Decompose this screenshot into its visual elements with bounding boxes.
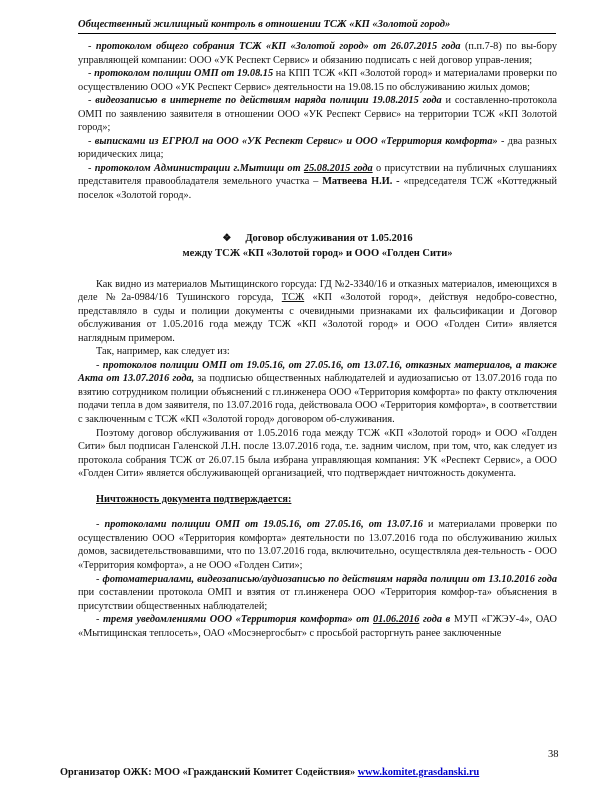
paragraph-text: за подписью общественных наблюдателей и аудиозаписью от 13.07.2016 года по взятию сотрудником полиции объяснений с гл.инженера ООО «Территория комфорта» по факту отключения подачи тепла в дом заявителя, по 13.07.2016 года, действовала ООО «Территория комфорта», в соответствии с заключенным с ТСЖ «КП «Золотой город» договором об-служивания.	[78, 373, 557, 426]
list-item-emphasis: года в	[419, 614, 451, 626]
list-dash: -	[96, 519, 105, 531]
paragraph	[78, 359, 557, 427]
list-dash: -	[96, 614, 104, 626]
list-item-text: на КПП ТСЖ «КП «Золотой город» и материалами проверки по осуществлению ООО «УК Респект Сервис» деятельности на 19.08.15 по обслуживанию жилых домов;	[78, 68, 557, 93]
list-item-date: 01.06.2016	[373, 614, 420, 626]
paragraph-emphasis: протоколов полиции ОМП от 19.05.16, от 27.05.16, от 13.07.16, отказных материалов, а также Акта от 13.07.2016 года,	[78, 359, 557, 385]
list-item	[78, 613, 557, 640]
footer	[60, 766, 560, 780]
paragraph-text: Как видно из материалов Мытищинского горсуда: ГД №2-3340/16 и отказных материалов, имеющихся в деле №2а-0984/16 Тушинского горсуда,	[78, 278, 557, 304]
list-item	[78, 135, 557, 162]
list-dash: -	[96, 359, 103, 371]
list-item-text: МУП «ГЖЭУ-4», ОАО «Мытищинская теплосеть», ОАО «Мосэнергосбыт» с просьбой расторгнуть ранее заключенные	[78, 614, 557, 639]
list-item-emphasis: фотоматериалами, видеозаписью/аудиозаписью по действиям наряда полиции от 13.10.2016 года	[102, 573, 557, 585]
section-heading	[78, 231, 557, 261]
list-dash: -	[88, 41, 96, 52]
list-dash: -	[88, 68, 95, 80]
list-item	[78, 94, 557, 135]
list-dash: -	[88, 135, 95, 147]
list-dash: -	[96, 573, 103, 585]
running-header: Общественный жилищный контроль в отношении ТСЖ «КП «Золотой город»	[78, 19, 451, 30]
document-body	[78, 40, 557, 640]
list-item	[78, 40, 557, 67]
list-item	[78, 573, 557, 614]
list-item-text: и составленно-протокола ОМП по заявлению заявителя в отношении ООО «УК Респект Сервис» на территории ТСЖ «КП Золотой город»;	[78, 95, 557, 134]
section-heading-line1: Договор обслуживания от 1.05.2016	[245, 232, 413, 244]
paragraph-text: «КП «Золотой город», действуя недобро-совестно, представляло в суды и полиции документы с очевидными признаками их фальсификации и Договор обслуживания от 1.05.2016 года между ТСЖ «КП «Золотой город» и ООО «Голден Сити» является наглядным примером.	[78, 292, 558, 344]
list-item-emphasis: протоколом общего собрания ТСЖ «КП «Золотой город» от 26.07.2015 года	[95, 41, 461, 52]
paragraph-underlined: ТСЖ	[281, 292, 305, 304]
paragraph	[78, 278, 557, 346]
diamond-bullet-icon: ❖	[222, 232, 232, 244]
list-item	[78, 518, 557, 572]
list-item-text: (п.п.7-8) по вы-бору управляющей компании: ООО «УК Респект Сервис» и обязанию подписать с ней договор управ-ления;	[78, 41, 557, 66]
section-heading-line2: между ТСЖ «КП «Золотой город» и ООО «Голден Сити»	[182, 247, 453, 259]
list-item	[78, 67, 557, 94]
list-item-text: - два разных юридических лица;	[78, 135, 557, 161]
list-item-text: «председателя ТСЖ «Коттеджный поселок «Золотой город».	[78, 176, 557, 202]
footer-website-link[interactable]: www.komitet.grasdanski.ru	[357, 767, 480, 778]
list-dash: -	[88, 95, 96, 107]
person-name: Матвеева Н.И. -	[322, 176, 400, 188]
confirm-heading: Ничтожность документа подтверждается:	[96, 493, 292, 505]
list-item-date: 25.08.2015 года	[303, 162, 373, 174]
header-divider	[78, 33, 556, 34]
footer-organizer: Организатор ОЖК: МОО «Гражданский Комитет Содействия»	[60, 767, 358, 778]
list-item-text: и материалами проверки по осуществлению ООО «Территория комфорта» деятельности по 13.07.2016 года по обслуживанию жилых домов, засвидетельствовавшими, что по 13.07.2016 года, включительно, осуществляла дея-тельность - ООО «Территория комфорта», а не ООО «Голден Сити»;	[78, 519, 557, 571]
spacer	[78, 481, 557, 493]
list-item-emphasis: протоколами полиции ОМП от 19.05.16, от 27.05.16, от 13.07.16	[104, 519, 423, 531]
paragraph: Поэтому договор обслуживания от 1.05.2016 года между ТСЖ «КП «Золотой город» и ООО «Голден Сити» был подписан Галенской Л.Н. после 13.07.2016 года, т.е. задним числом, при том, что, как следует из протокола собрания ТСЖ от 26.07.15 была избрана управляющая компания: УК «Респект Сервис», а ООО «Голден Сити» является обслуживающей организацией, что подтверждает ничтожность документа.	[78, 427, 557, 480]
list-item-emphasis: протоколом полиции ОМП от 19.08.15	[94, 68, 274, 80]
list-item-emphasis: выписками из ЕГРЮЛ на ООО «УК Респект Сервис» и ООО «Территория комфорта»	[94, 135, 498, 147]
list-item-emphasis: тремя уведомлениями ООО «Территория комфорта» от	[103, 614, 374, 626]
list-item-text: о присутствии на публичных слушаниях представителя правообладателя земельного участка –	[78, 162, 558, 188]
list-item	[78, 162, 557, 203]
paragraph: Так, например, как следует из:	[96, 346, 230, 358]
spacer	[78, 506, 557, 518]
page-number: 38	[548, 749, 559, 760]
list-item-emphasis: видеозаписью в интернете по действиям наряда полиции 19.08.2015 года	[95, 95, 442, 107]
list-item-emphasis: протоколом Администрации г.Мытищи от	[94, 162, 304, 174]
list-item-text: при составлении протокола ОМП и взятия от гл.инженера ООО «Территория комфор-та» объяснения в присутствии общественных наблюдателей;	[78, 587, 557, 612]
list-dash: -	[88, 162, 95, 174]
